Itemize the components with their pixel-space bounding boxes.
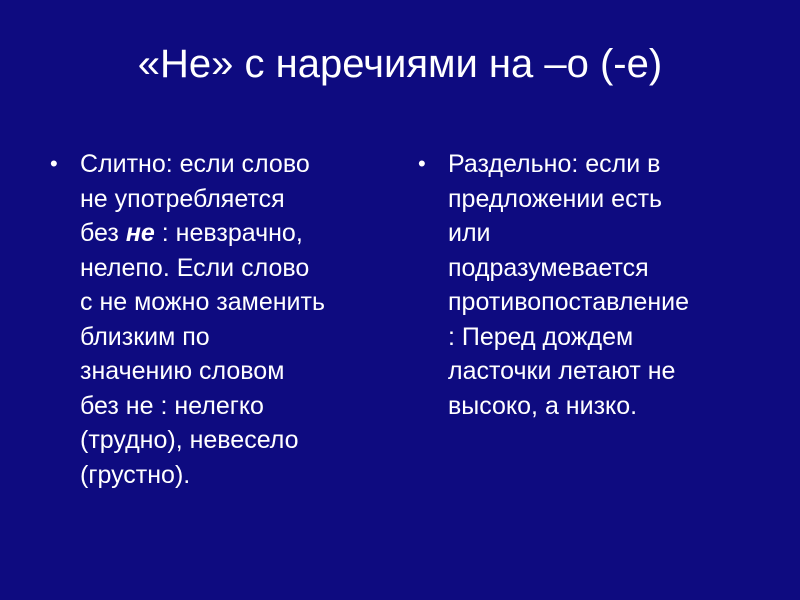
left-bullet-text xyxy=(80,147,395,492)
left-text-part-1: Слитно: если слово не употребляется без xyxy=(80,150,310,247)
emphasis-ne: не xyxy=(125,219,155,247)
slide-title: «Не» с наречиями на –о (-е) xyxy=(137,42,663,86)
right-bullet-item xyxy=(418,147,758,423)
bullet-icon: • xyxy=(418,151,426,176)
left-text-part-2: : невзрачно, нелепо. Если слово с не можно заменить близким по значению словом без не : нелегко (трудно), невесело (грустно). xyxy=(80,219,325,489)
left-bullet-item xyxy=(50,147,395,492)
right-bullet-text: Раздельно: если в предложении есть или подразумевается противопоставление : Перед дождем ласточки летают не высоко, а низко. xyxy=(448,150,690,420)
bullet-icon: • xyxy=(50,151,58,176)
